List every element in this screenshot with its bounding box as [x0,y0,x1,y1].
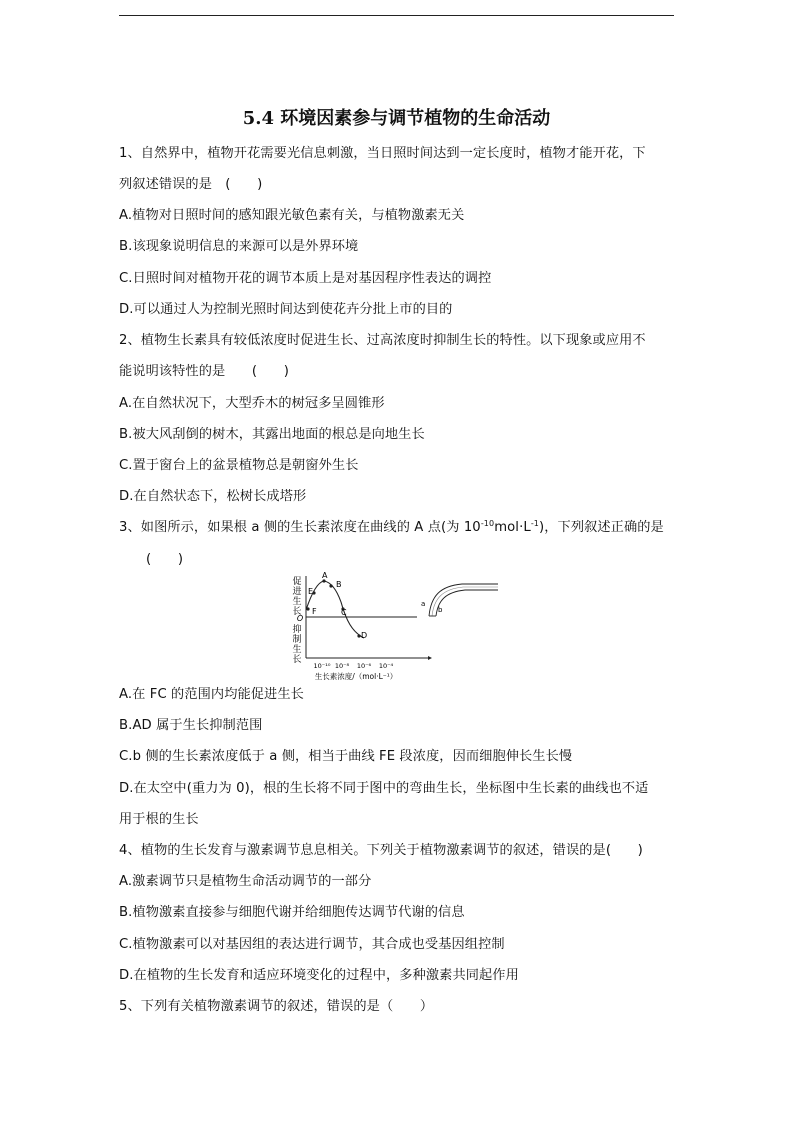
q4-option-b: B.植物激素直接参与细胞代谢并给细胞传达调节代谢的信息 [119,905,465,920]
bent-root-drawing [421,584,498,616]
label-b: B [336,580,342,589]
q1-option-b: B.该现象说明信息的来源可以是外界环境 [119,239,359,254]
q3-stem-unit-exponent: -1 [530,519,539,528]
q2-stem-line1: 2、植物生长素具有较低浓度时促进生长、过高浓度时抑制生长的特性。以下现象或应用不 [119,333,646,348]
q3-stem-line1 [119,519,664,537]
q1-option-a: A.植物对日照时间的感知跟光敏色素有关，与植物激素无关 [119,208,465,223]
y-label-inhibit-2: 制 [292,635,302,645]
q4-stem: 4、植物的生长发育与激素调节息息相关。下列关于植物激素调节的叙述，错误的是( ) [119,843,643,858]
y-label-promote-1: 促 [292,577,302,587]
label-a: A [322,572,328,580]
q3-stem-prefix: 3、如图所示，如果根 a 侧的生长素浓度在曲线的 A 点(为 10 [119,520,481,535]
q3-stem-line2: ( ) [146,552,184,567]
y-label-inhibit-3: 生 [292,645,302,655]
q2-option-b: B.被大风刮倒的树木，其露出地面的根总是向地生长 [119,427,425,442]
label-c: C [341,608,347,617]
y-label-inhibit-4: 长 [292,655,302,665]
x-tick-3: 10⁻⁶ [356,662,372,670]
root-label-b: b [438,606,443,614]
point-f [306,607,309,610]
label-e: E [308,587,314,596]
q3-stem-unit: mol·L [494,520,531,535]
q1-option-d: D.可以通过人为控制光照时间达到使花卉分批上市的目的 [119,302,453,317]
q2-option-d: D.在自然状态下，松树长成塔形 [119,489,307,504]
q3-stem-exponent: -10 [480,519,495,528]
y-label-promote-4: 长 [292,607,302,617]
root-label-a: a [421,600,426,608]
y-axis-label-inhibit [292,623,301,665]
q2-option-c: C.置于窗台上的盆景植物总是朝窗外生长 [119,458,359,473]
label-f: F [312,607,317,616]
q1-option-c: C.日照时间对植物开花的调节本质上是对基因程序性表达的调控 [119,271,492,286]
y-label-promote-2: 进 [292,587,302,597]
x-axis-arrow [428,656,432,660]
q3-option-d-line2: 用于根的生长 [119,812,199,827]
q3-stem-suffix: )，下列叙述正确的是 [539,520,664,535]
q3-option-b: B.AD 属于生长抑制范围 [119,718,263,733]
q5-stem: 5、下列有关植物激素调节的叙述，错误的是（ ） [119,999,434,1014]
q3-option-c: C.b 侧的生长素浓度低于 a 侧，相当于曲线 FE 段浓度，因而细胞伸长生长慢 [119,749,573,764]
x-tick-2: 10⁻⁸ [334,662,350,670]
x-tick-1: 10⁻¹⁰ [313,662,331,670]
label-d: D [361,631,368,640]
y-label-promote-3: 生 [292,597,302,607]
page-title: 5.4 环境因素参与调节植物的生命活动 [242,108,551,129]
header-rule [119,15,674,16]
root-outline-lower [436,590,498,616]
q2-stem-line2: 能说明该特性的是 ( ) [119,364,289,379]
x-axis-label: 生长素浓度/（mol·L⁻¹） [314,672,398,681]
growth-curve-figure [290,572,502,682]
q2-option-a: A.在自然状况下，大型乔木的树冠多呈圆锥形 [119,396,385,411]
q1-stem-line2: 列叙述错误的是 ( ) [119,177,263,192]
q3-option-a: A.在 FC 的范围内均能促进生长 [119,687,304,702]
origin-label: O [296,614,304,623]
q4-option-c: C.植物激素可以对基因组的表达进行调节，其合成也受基因组控制 [119,937,505,952]
y-axis-label-promote [292,576,301,617]
q4-option-d: D.在植物的生长发育和适应环境变化的过程中，多种激素共同起作用 [119,968,519,983]
x-tick-4: 10⁻⁴ [378,662,394,670]
q4-option-a: A.激素调节只是植物生命活动调节的一部分 [119,874,372,889]
y-label-inhibit-1: 抑 [292,625,302,635]
point-b [329,584,332,587]
growth-curve-svg [290,572,502,682]
q3-option-d-line1: D.在太空中(重力为 0)，根的生长将不同于图中的弯曲生长，坐标图中生长素的曲线也不适 [119,781,649,796]
q1-stem-line1: 1、自然界中，植物开花需要光信息刺激，当日照时间达到一定长度时，植物才能开花，下 [119,146,646,161]
